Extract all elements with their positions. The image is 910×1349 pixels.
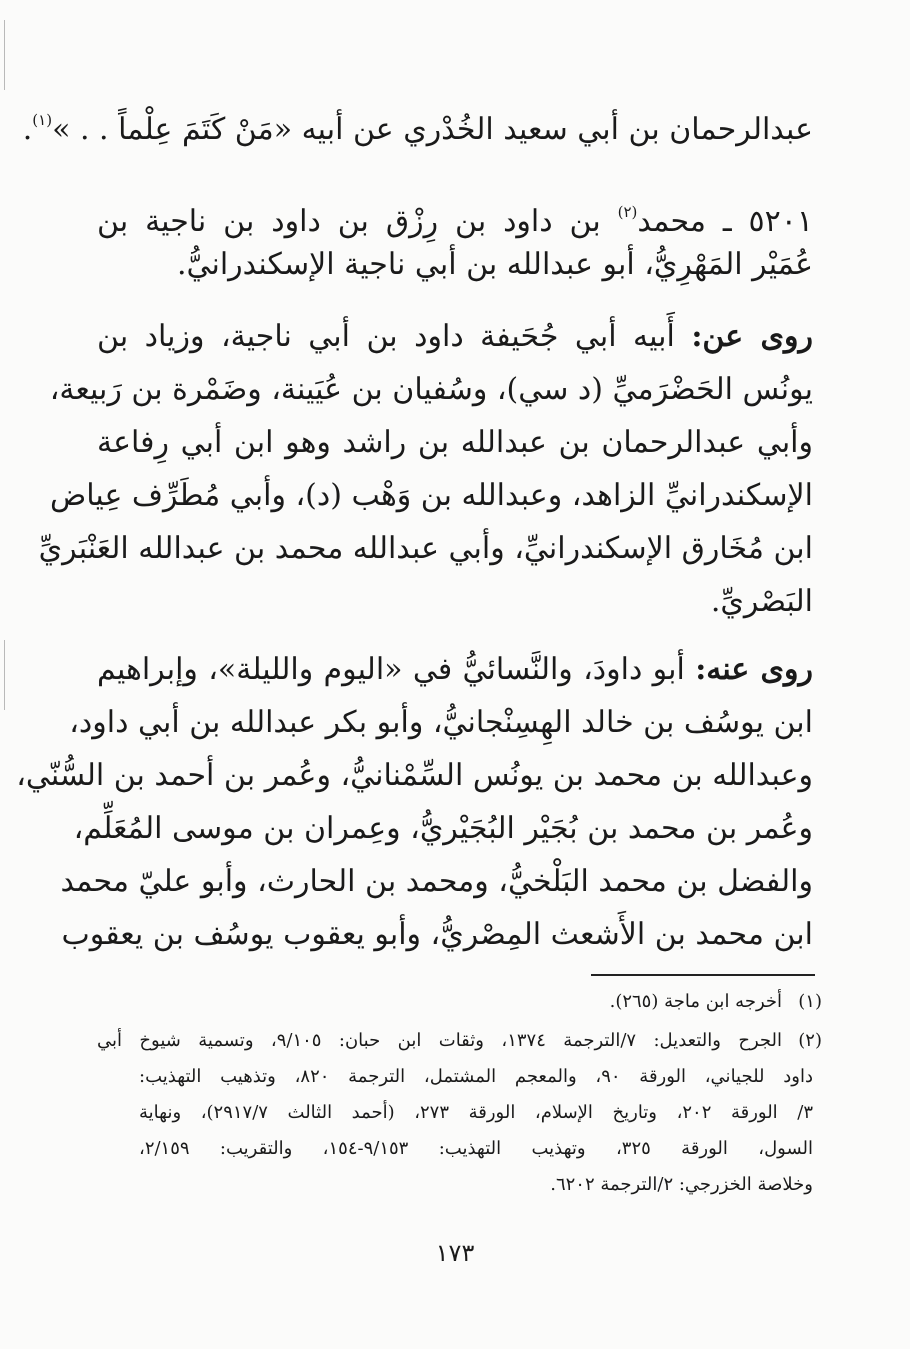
text-line-15: ابن محمد بن الأَشعث المِصْريُّ، وأبو يعقوب يوسُف بن يعقوب bbox=[61, 917, 813, 952]
text-line-11: ابن يوسُف بن خالد الهِسِنْجانيُّ، وأبو بكر عبدالله بن أبي داود، bbox=[69, 705, 813, 740]
footnote-2-line-1: (٢)الجرح والتعديل: ٧/الترجمة ١٣٧٤، وثقات ابن حبان: ٩/١٠٥، وتسمية شيوخ أبي bbox=[97, 1030, 822, 1051]
text-line-13: وعُمر بن محمد بن بُجَيْر البُجَيْريُّ، وعِمران بن موسى المُعَلِّم، bbox=[73, 811, 813, 846]
page-number: ١٧٣ bbox=[435, 1239, 475, 1267]
text-line-6: وأبي عبدالرحمان بن عبدالله بن راشد وهو ابن أبي رِفاعة bbox=[97, 425, 813, 460]
text-line-7: الإسكندرانيِّ الزاهد، وعبدالله بن وَهْب (د)، وأبي مُطَرِّف عِياض bbox=[50, 478, 813, 513]
text-line-12: وعبدالله بن محمد بن يونُس السِّمْنانيُّ، وعُمر بن أحمد بن السُّنّي، bbox=[16, 758, 813, 793]
text-line-1: عبدالرحمان بن أبي سعيد الخُدْري عن أبيه «مَنْ كَتَمَ عِلْماً . . »$^{(١)}$. bbox=[22, 111, 813, 147]
footnote-2-line-4: السول، الورقة ٣٢٥، وتهذيب التهذيب: ٩/١٥٣-١٥٤، والتقريب: ٢/١٥٩، bbox=[139, 1138, 813, 1159]
entry-heading-line: ٥٢٠١ ـ محمد$^{(٢)}$ بن داود بن رِزْق بن داود بن ناجية بن bbox=[97, 203, 813, 239]
footnote-2-line-2: داود للجياني، الورقة ٩٠، والمعجم المشتمل، الترجمة ٨٢٠، وتذهيب التهذيب: bbox=[139, 1066, 813, 1087]
scan-edge-mark bbox=[4, 20, 5, 90]
narrated-from-line: روى عن: أَبيه أبي جُحَيفة داود بن أبي ناجية، وزياد بن bbox=[97, 319, 813, 354]
footnote-1: (١)أخرجه ابن ماجة (٢٦٥). bbox=[609, 991, 822, 1012]
narrated-by-line: روى عنه: أبو داودَ، والنَّسائيُّ في «اليوم والليلة»، وإبراهيم bbox=[97, 652, 813, 687]
text-line-14: والفضل بن محمد البَلْخيُّ، ومحمد بن الحارث، وأبو عليّ محمد bbox=[60, 864, 813, 899]
text-line-9: البَصْريِّ. bbox=[710, 584, 813, 619]
footnote-separator bbox=[591, 974, 815, 976]
text-line-3: عُمَيْر المَهْرِيُّ، أبو عبدالله بن أبي ناجية الإسكندرانيُّ. bbox=[176, 247, 813, 282]
scan-edge-mark bbox=[4, 640, 5, 710]
footnote-2-line-5: وخلاصة الخزرجي: ٢/الترجمة ٦٢٠٢. bbox=[550, 1174, 813, 1195]
text-line-8: ابن مُخَارق الإسكندرانيِّ، وأبي عبدالله محمد بن عبدالله العَنْبَريِّ bbox=[38, 531, 813, 566]
footnote-2-line-3: ٣/ الورقة ٢٠٢، وتاريخ الإسلام، الورقة ٢٧٣، (أحمد الثالث ٢٩١٧/٧)، ونهاية bbox=[139, 1102, 813, 1123]
text-line-5: يونُس الحَضْرَميِّ (د سي)، وسُفيان بن عُيَينة، وضَمْرة بن رَبيعة، bbox=[49, 372, 813, 407]
